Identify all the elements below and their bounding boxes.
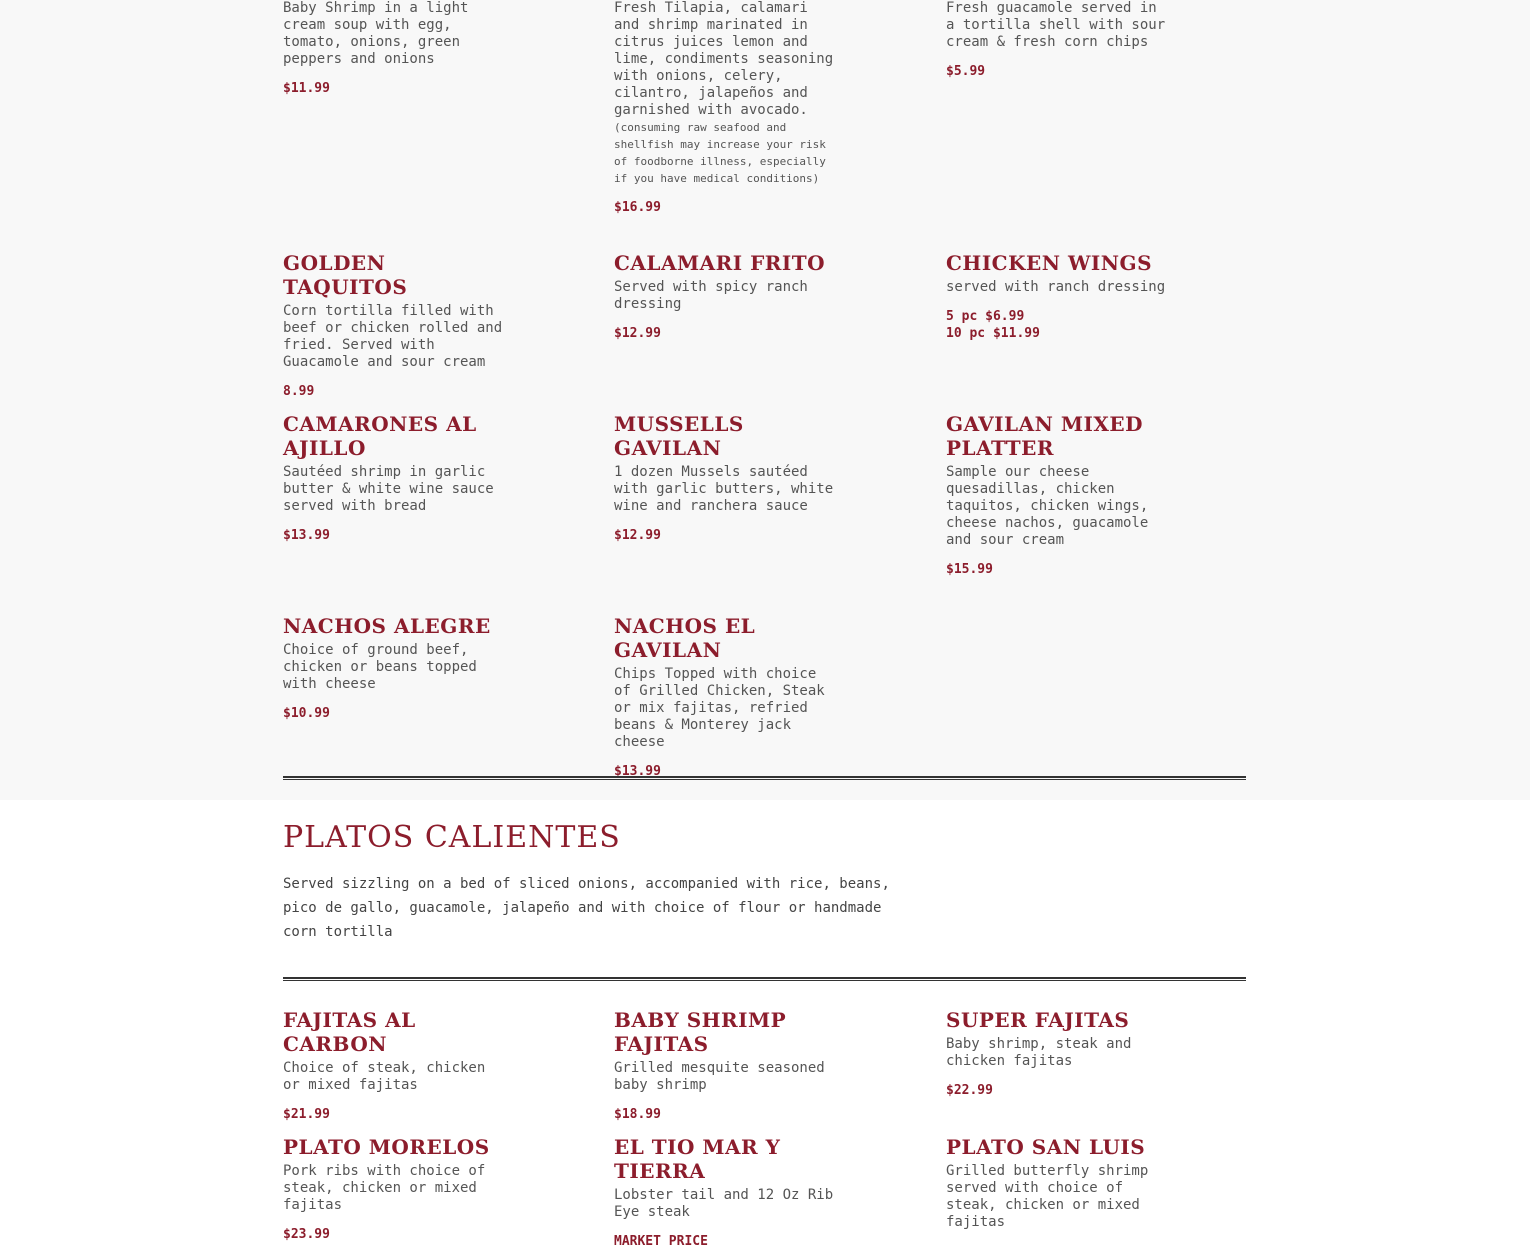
item-price: $15.99 <box>946 562 993 577</box>
item-name: EL TIO MAR Y TIERRA <box>614 1135 781 1183</box>
item-description: Grilled mesquite seasoned baby shrimp <box>614 1060 825 1093</box>
item-price: $22.99 <box>946 1083 993 1098</box>
item-price: $12.99 <box>614 326 661 341</box>
menu-item-baby-shrimp-fajitas <box>614 1008 844 1123</box>
item-name: BABY SHRIMP FAJITAS <box>614 1008 787 1056</box>
section-description: Served sizzling on a bed of sliced onions, accompanied with rice, beans, pico de gallo, guacamole, jalapeño and with choice of flour or handmade corn tortilla <box>283 876 890 940</box>
item-health-note: (consuming raw seafood and shellfish may increase your risk of foodborne illness, especially if you have medical conditions) <box>614 121 826 185</box>
menu-item-super-fajitas <box>946 1008 1176 1099</box>
item-description <box>614 0 834 187</box>
item-description: Sample our cheese quesadillas, chicken taquitos, chicken wings, cheese nachos, guacamole and sour cream <box>946 464 1149 548</box>
item-price: $16.99 <box>614 200 661 215</box>
section-title: PLATOS CALIENTES <box>283 820 621 855</box>
item-description: Chips Topped with choice of Grilled Chicken, Steak or mix fajitas, refried beans & Monterey jack cheese <box>614 666 825 750</box>
item-name: NACHOS EL GAVILAN <box>614 614 756 662</box>
item-description: Baby Shrimp in a light cream soup with egg, tomato, onions, green peppers and onions <box>283 0 469 67</box>
item-price: 5 pc $6.99 10 pc $11.99 <box>946 309 1040 341</box>
section-divider <box>283 776 1246 780</box>
menu-item-nachos-el-gavilan <box>614 614 844 780</box>
item-name: PLATO SAN LUIS <box>946 1135 1146 1159</box>
menu-item-gavilan-mixed-platter <box>946 412 1176 578</box>
menu-item <box>946 0 1176 80</box>
item-name: GOLDEN TAQUITOS <box>283 251 408 299</box>
menu-item-el-tio-mar-y-tierra <box>614 1135 844 1250</box>
item-description: Pork ribs with choice of steak, chicken or mixed fajitas <box>283 1163 486 1213</box>
item-name: NACHOS ALEGRE <box>283 614 491 638</box>
item-description: 1 dozen Mussels sautéed with garlic butters, white wine and ranchera sauce <box>614 464 834 514</box>
item-description: Served with spicy ranch dressing <box>614 279 808 312</box>
item-price: $23.99 <box>283 1227 330 1242</box>
item-description-text: Fresh Tilapia, calamari and shrimp marinated in citrus juices lemon and lime, condiments seasoning with onions, celery, cilantro, jalapeños and garnished with avocado. <box>614 0 834 118</box>
menu-item-calamari-frito <box>614 251 844 342</box>
item-name: GAVILAN MIXED PLATTER <box>946 412 1143 460</box>
menu-item-golden-taquitos <box>283 251 513 400</box>
item-price: $5.99 <box>946 64 986 79</box>
item-price: MARKET PRICE <box>614 1234 708 1249</box>
menu-item-plato-san-luis <box>946 1135 1176 1231</box>
item-description: Choice of steak, chicken or mixed fajitas <box>283 1060 486 1093</box>
menu-item-fajitas-al-carbon <box>283 1008 513 1123</box>
item-description: Corn tortilla filled with beef or chicken rolled and fried. Served with Guacamole and sour cream <box>283 303 503 370</box>
menu-item <box>283 0 513 97</box>
item-description: Choice of ground beef, chicken or beans topped with cheese <box>283 642 477 692</box>
item-name: SUPER FAJITAS <box>946 1008 1130 1032</box>
item-name: CHICKEN WINGS <box>946 251 1153 275</box>
item-price: 8.99 <box>283 384 315 399</box>
item-price: $18.99 <box>614 1107 661 1122</box>
item-name: FAJITAS AL CARBON <box>283 1008 416 1056</box>
item-description: served with ranch dressing <box>946 279 1166 295</box>
item-description: Sautéed shrimp in garlic butter & white wine sauce served with bread <box>283 464 494 514</box>
item-name: CALAMARI FRITO <box>614 251 826 275</box>
item-price: $13.99 <box>283 528 330 543</box>
item-price: $21.99 <box>283 1107 330 1122</box>
menu-item <box>614 0 844 216</box>
item-description: Lobster tail and 12 Oz Rib Eye steak <box>614 1187 834 1220</box>
item-description: Baby shrimp, steak and chicken fajitas <box>946 1036 1132 1069</box>
item-price: $13.99 <box>614 764 661 779</box>
item-name: PLATO MORELOS <box>283 1135 490 1159</box>
menu-item-camarones-al-ajillo <box>283 412 513 544</box>
item-description: Fresh guacamole served in a tortilla shell with sour cream & fresh corn chips <box>946 0 1166 50</box>
item-description: Grilled butterfly shrimp served with choice of steak, chicken or mixed fajitas <box>946 1163 1149 1230</box>
menu-item-plato-morelos <box>283 1135 513 1243</box>
item-price: $10.99 <box>283 706 330 721</box>
menu-item-mussells-gavilan <box>614 412 844 544</box>
menu-item-nachos-alegre <box>283 614 513 722</box>
item-price: $12.99 <box>614 528 661 543</box>
menu-item-chicken-wings <box>946 251 1176 342</box>
item-name: MUSSELLS GAVILAN <box>614 412 744 460</box>
item-name: CAMARONES AL AJILLO <box>283 412 477 460</box>
item-price: $11.99 <box>283 81 330 96</box>
section-divider <box>283 977 1246 981</box>
